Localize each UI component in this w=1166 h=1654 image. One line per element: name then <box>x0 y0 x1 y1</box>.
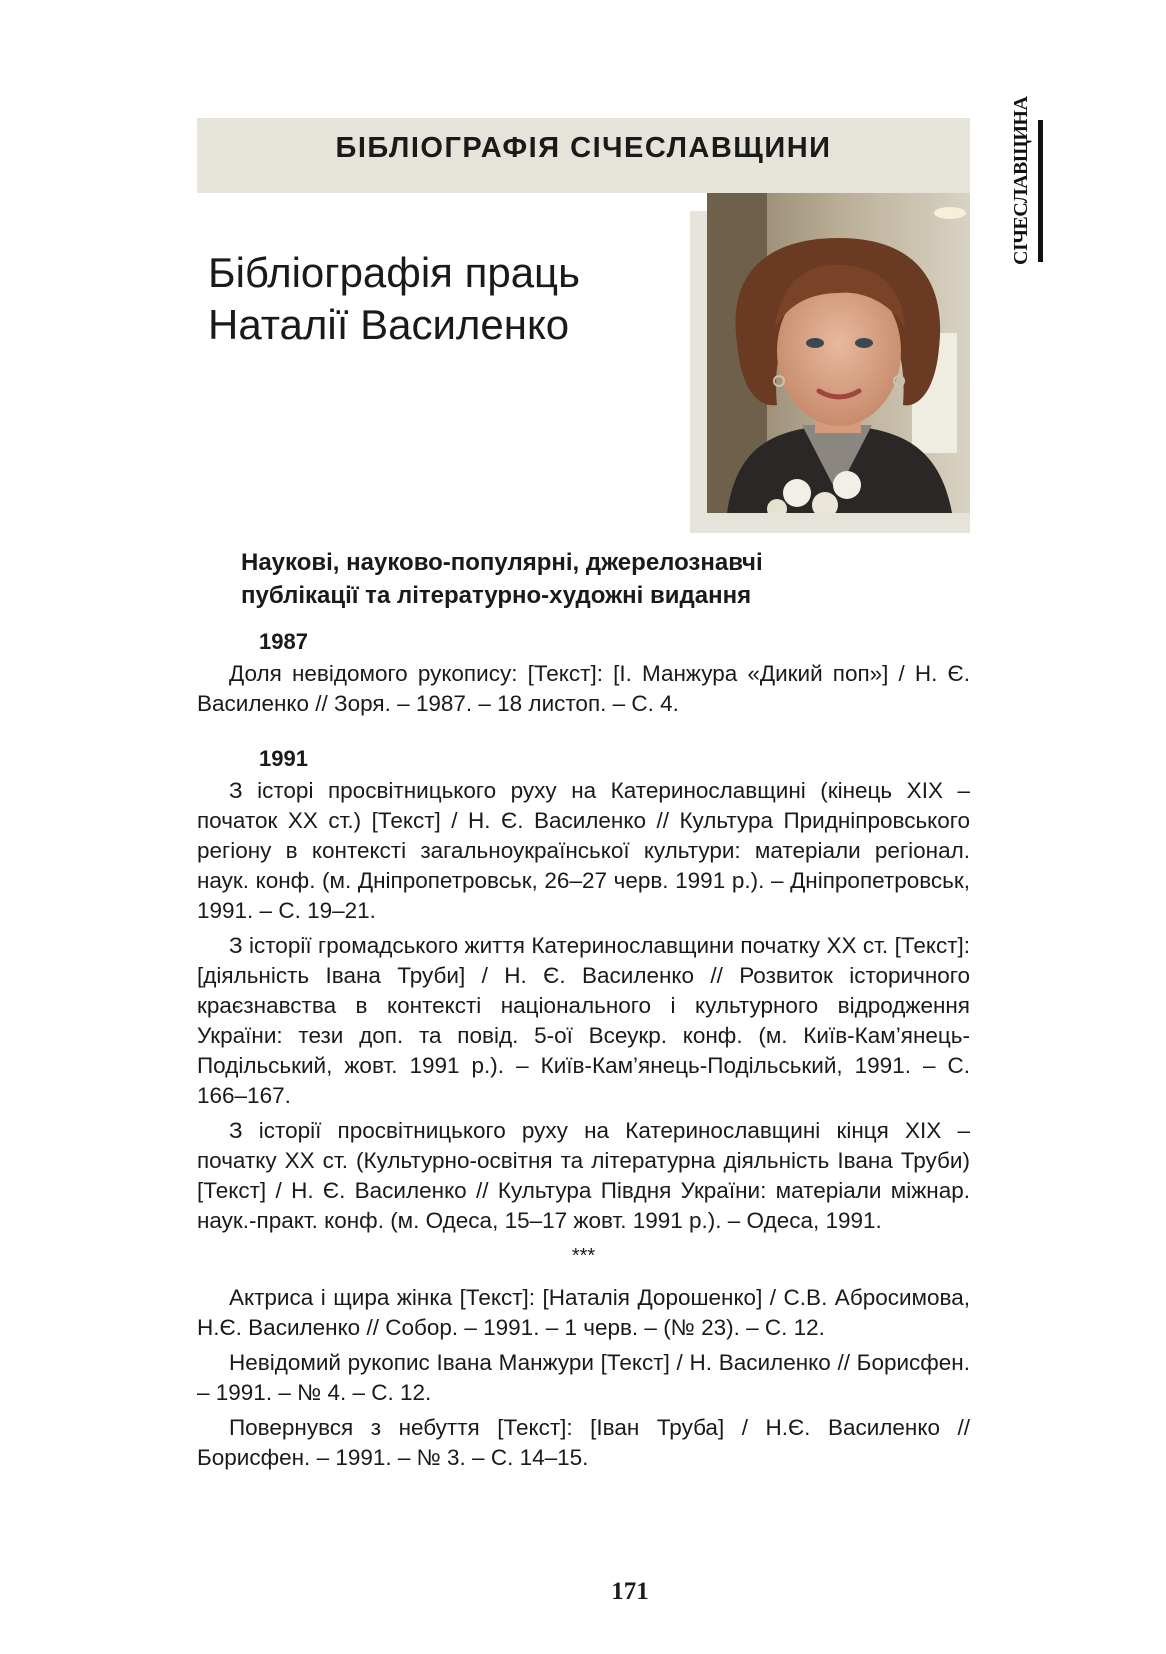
portrait-photo-icon <box>707 193 970 513</box>
bibliography-list <box>197 627 970 1478</box>
section-heading-line1: Наукові, науково-популярні, джерелознавчі <box>241 549 763 576</box>
page-number: 171 <box>611 1578 649 1605</box>
bibliography-entry: Повернувся з небуття [Текст]: [Іван Труба] / Н.Є. Василенко // Борисфен. – 1991. – № 3. – С. 14–15. <box>197 1415 970 1470</box>
bibliography-entry: Невідомий рукопис Івана Манжури [Текст] / Н. Василенко // Борисфен. – 1991. – № 4. – С. 12. <box>197 1350 970 1405</box>
running-header-title: БІБЛІОГРАФІЯ СІЧЕСЛАВЩИНИ <box>335 131 832 164</box>
section-heading <box>241 546 941 612</box>
bibliography-entry: З історії громадського життя Катеринославщини початку ХХ ст. [Текст]: [діяльність Івана Труби] / Н. Є. Василенко // Розвиток історичного краєзнавства в контексті національного і культурного відродження України: тези доп. та повід. 5-ої Всеукр. конф. (м. Київ-Кам’янець-Подільський, жовт. 1991 р.). – Київ-Кам’янець-Подільський, 1991. – С. 166–167. <box>197 933 970 1108</box>
page-title-line1: Бібліографія праць <box>208 249 580 296</box>
section-heading-line2: публікації та літературно-художні видання <box>241 582 752 609</box>
section-separator: *** <box>571 1245 596 1267</box>
side-logo-text: СІЧЕСЛАВЩИНА <box>1010 96 1032 265</box>
year-heading: 1987 <box>259 629 308 654</box>
side-logo-bar <box>1038 120 1043 262</box>
year-heading: 1991 <box>259 746 308 771</box>
bibliography-entry: Актриса і щира жінка [Текст]: [Наталія Дорошенко] / С.В. Абросимова, Н.Є. Василенко // Собор. – 1991. – 1 черв. – (№ 23). – С. 12. <box>197 1285 970 1340</box>
side-logo <box>1006 96 1036 265</box>
page-title <box>208 247 668 351</box>
portrait-photo <box>707 193 970 513</box>
bibliography-entry: З історі просвітницького руху на Катеринославщині (кінець ХІХ – початок ХХ ст.) [Текст] / Н. Є. Василенко // Культура Придніпровського регіону в контексті загальноукраїнської культури: матеріали регіонал. наук. конф. (м. Дніпропетровськ, 26–27 черв. 1991 р.). – Дніпропетровськ, 1991. – С. 19–21. <box>197 778 970 923</box>
page-title-line2: Наталії Василенко <box>208 301 570 348</box>
bibliography-entry: З історії просвітницького руху на Катеринославщині кінця ХІХ – початку ХХ ст. (Культурно-освітня та літературна діяльність Івана Труби) [Текст] / Н. Є. Василенко // Культура Півдня України: матеріали міжнар. наук.-практ. конф. (м. Одеса, 15–17 жовт. 1991 р.). – Одеса, 1991. <box>197 1118 970 1233</box>
bibliography-entry: Доля невідомого рукопису: [Текст]: [І. Манжура «Дикий поп»] / Н. Є. Василенко // Зоря. – 1987. – 18 листоп. – С. 4. <box>197 661 970 716</box>
